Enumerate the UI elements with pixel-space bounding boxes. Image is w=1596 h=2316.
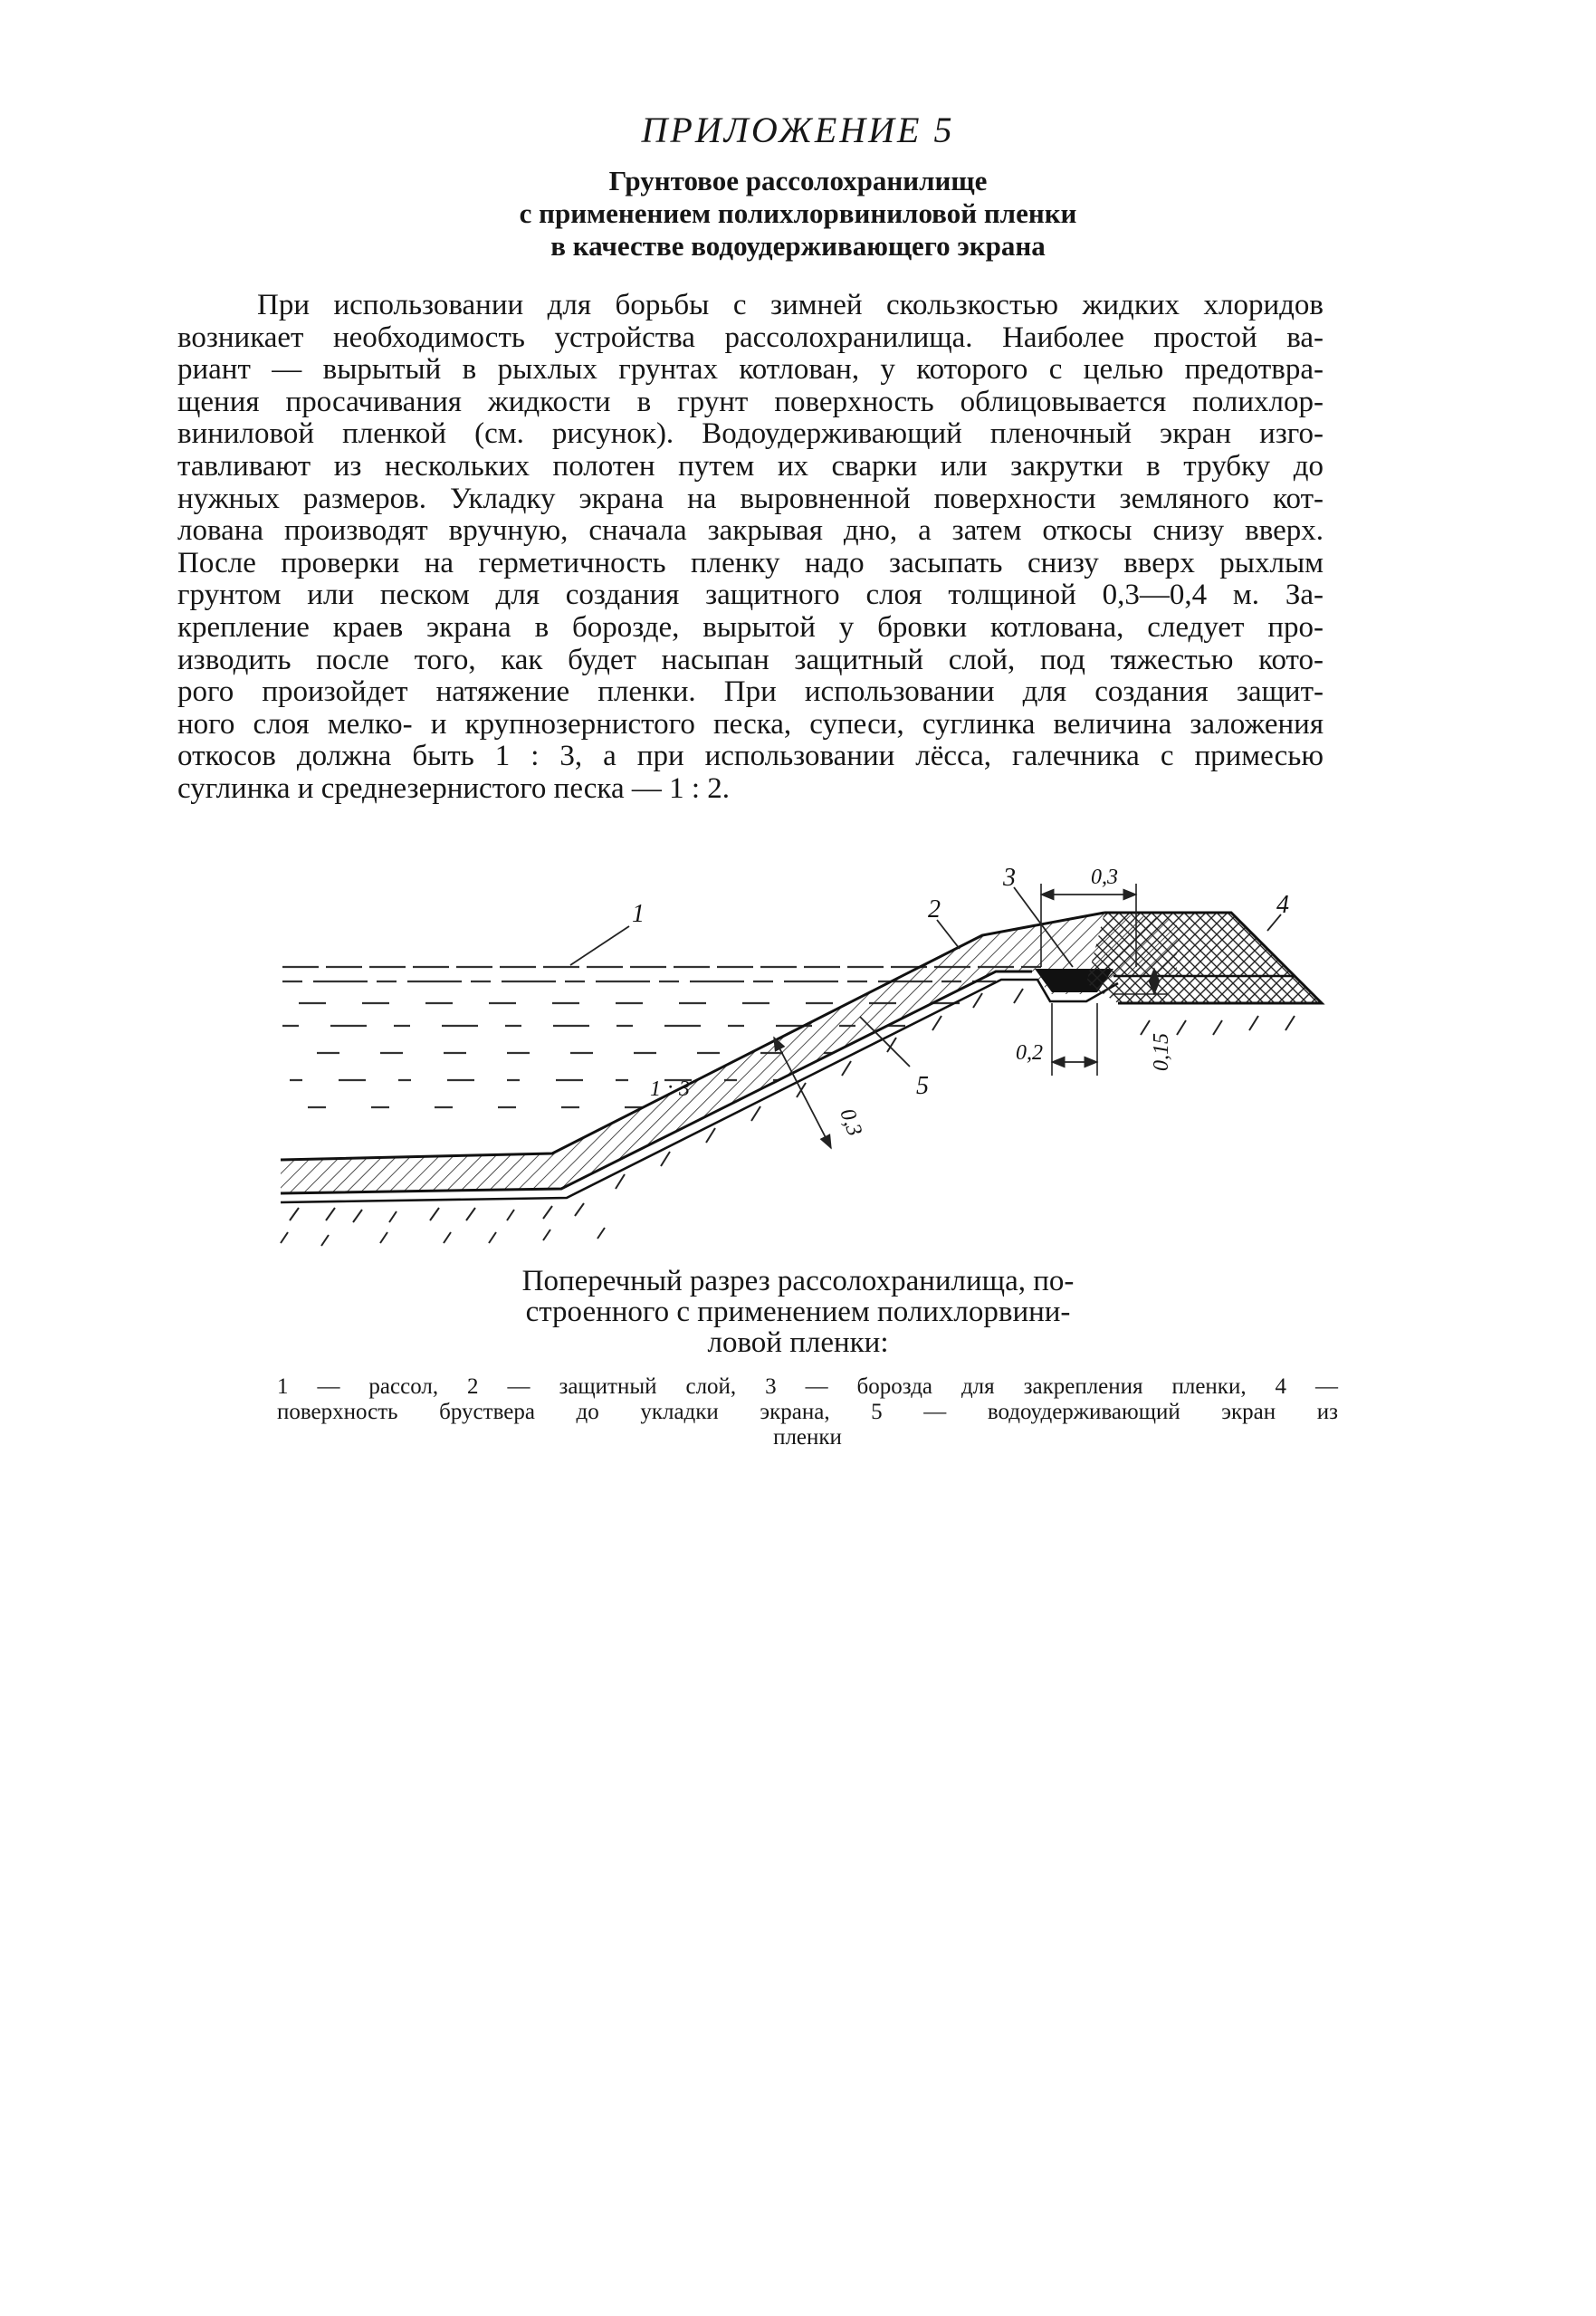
ground-hatching xyxy=(281,989,1295,1246)
body-line: грунтом или песком для создания защитного слоя толщиной 0,3—0,4 м. За- xyxy=(177,579,1324,612)
dim-furrow-depth: 0,15 xyxy=(1150,1033,1173,1071)
body-line: виниловой пленкой (см. рисунок). Водоудерживающий пленочный экран изго- xyxy=(177,417,1324,451)
caption-line: строенного с применением полихлорвини- xyxy=(525,1296,1071,1328)
dim-layer-thickness: 0,3 xyxy=(835,1105,867,1140)
body-line: После проверки на герметичность пленку надо засыпать снизу вверх рыхлым xyxy=(177,546,1324,579)
body-line: суглинка и среднезернистого песка — 1 : 2. xyxy=(177,771,731,805)
document-title xyxy=(0,165,1596,263)
caption-line: Поперечный разрез рассолохранилища, по- xyxy=(521,1265,1075,1297)
figure-legend xyxy=(277,1374,1338,1450)
caption-line: ловой пленки: xyxy=(707,1326,889,1359)
label-slope: 1 : 3 xyxy=(650,1077,690,1101)
dim-furrow-bottom: 0,2 xyxy=(1016,1041,1043,1065)
dim-furrow-top: 0,3 xyxy=(1091,866,1118,889)
body-line: откосов должна быть 1 : 3, а при использовании лёсса, галечника с примесью xyxy=(177,740,1324,773)
label-brine: 1 xyxy=(632,900,645,928)
label-furrow: 3 xyxy=(1003,864,1016,892)
appendix-heading: ПРИЛОЖЕНИЕ 5 xyxy=(641,110,955,150)
title-line: в качестве водоудерживающего экрана xyxy=(550,230,1046,262)
legend-line: пленки xyxy=(773,1425,842,1450)
legend-line: поверхность бруствера до укладки экрана, 5 — водоудерживающий экран из xyxy=(277,1400,1338,1424)
title-line: Грунтовое рассолохранилище xyxy=(608,165,988,196)
label-film-screen: 5 xyxy=(916,1072,929,1100)
body-line: крепление краев экрана в борозде, вырытой у бровки котлована, следует про- xyxy=(177,610,1324,644)
figure-caption xyxy=(0,1266,1596,1358)
body-paragraph xyxy=(177,290,1324,806)
body-line: тавливают из нескольких полотен путем их сварки или закрутки в трубку до xyxy=(177,449,1324,483)
body-line: лована производят вручную, сначала закрывая дно, а затем откосы снизу вверх. xyxy=(177,514,1324,548)
body-line: рого произойдет натяжение пленки. При использовании для создания защит- xyxy=(177,675,1324,709)
body-line: риант — вырытый в рыхлых грунтах котлован, у которого с целью предотвра- xyxy=(177,353,1324,387)
body-line: возникает необходимость устройства рассолохранилища. Наиболее простой ва- xyxy=(177,321,1324,354)
body-line: изводить после того, как будет насыпан защитный слой, под тяжестью кото- xyxy=(177,643,1324,676)
legend-line: 1 — рассол, 2 — защитный слой, 3 — борозда для закрепления пленки, 4 — xyxy=(277,1374,1338,1399)
label-parapet-surface: 4 xyxy=(1276,891,1289,919)
body-line: При использовании для борьбы с зимней скользкостью жидких хлоридов xyxy=(257,289,1324,321)
body-line: ного слоя мелко- и крупнозернистого песка, супеси, суглинка величина заложения xyxy=(177,707,1324,741)
title-line: с применением полихлорвиниловой пленки xyxy=(519,197,1077,229)
cross-section-diagram xyxy=(272,858,1340,1248)
parapet-surface xyxy=(1086,913,1322,1003)
body-line: щения просачивания жидкости в грунт поверхность облицовывается полихлор- xyxy=(177,385,1324,418)
label-protective-layer: 2 xyxy=(928,895,941,924)
body-line: нужных размеров. Укладку экрана на выровненной поверхности земляного кот- xyxy=(177,482,1324,515)
